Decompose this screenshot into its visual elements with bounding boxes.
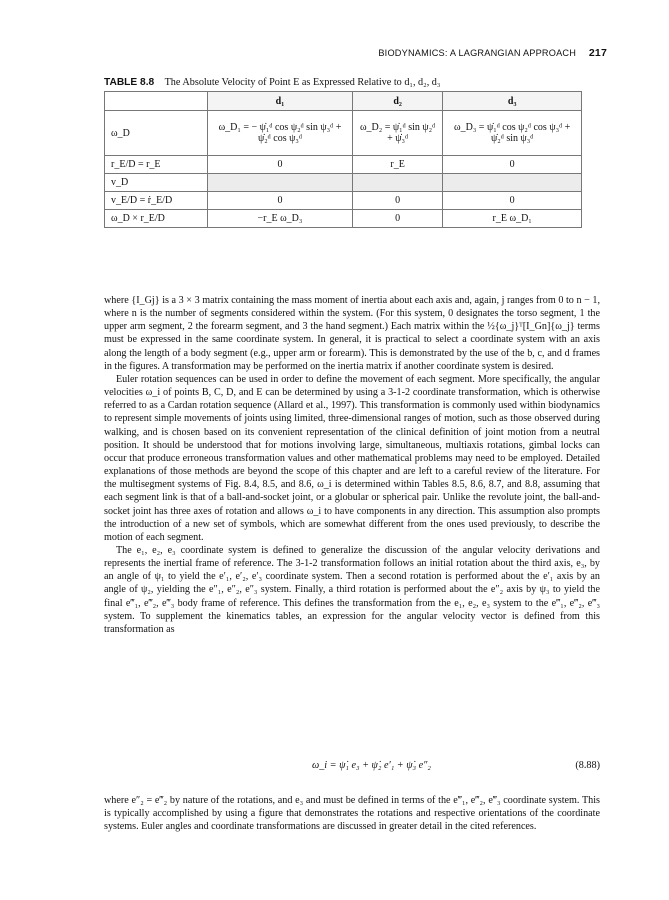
table-row xyxy=(105,111,582,156)
table-cell: −r_E ω_D₃ xyxy=(208,210,353,228)
table-cell: r_E ω_D₁ xyxy=(443,210,582,228)
column-header-d2: d₂ xyxy=(352,92,442,111)
equation-number: (8.88) xyxy=(575,760,600,771)
equation-block xyxy=(104,760,600,776)
table-cell: ω_D₃ = ψ̇₁ᵈ cos ψ₂ᵈ cos ψ₃ᵈ + ψ̇₂ᵈ sin ψ₃ᵈ xyxy=(443,111,582,156)
body-text-continued xyxy=(104,794,600,833)
page-number: 217 xyxy=(588,47,607,59)
table-cell: 0 xyxy=(443,156,582,174)
running-head xyxy=(378,47,607,59)
table-cell: ω_D₂ = ψ̇₁ᵈ sin ψ₂ᵈ + ψ̇₃ᵈ xyxy=(352,111,442,156)
row-label: ω_D xyxy=(105,111,208,156)
velocity-table xyxy=(104,91,582,228)
column-header-d1: d₁ xyxy=(208,92,353,111)
table-cell: ω_D₁ = − ψ̇₁ᵈ cos ψ₂ᵈ sin ψ₃ᵈ + ψ̇₂ᵈ cos ψ₃ᵈ xyxy=(208,111,353,156)
paragraph: The e₁, e₂, e₃ coordinate system is defined to generalize the discussion of the angular velocity derivations and represents the inertial frame of reference. The 3-1-2 transformation follows an initial rotation about the third axis, e₃, by an angle of ψ₁ to yield the e′₁, e′₂, e′₃ coordinate system. Then a second rotation is performed about the e′₁ axis by an angle of ψ₂, yielding the e″₁, e″₂, e″₃ system. Finally, a third rotation is performed about the e″₂ axis by ψ₃ to yield the final e‴₁, e‴₂, e‴₃ body frame of reference. This defines the transformation from the e₁, e₂, e₃ system to the e‴₁, e‴₂, e‴₃ system. To supplement the kinematics tables, an expression for the angular velocity vector is defined from this transformation as xyxy=(104,544,600,635)
table-cell: 0 xyxy=(208,156,353,174)
table-cell xyxy=(208,174,353,192)
table-label: TABLE 8.8 xyxy=(104,77,155,88)
table-caption-text: The Absolute Velocity of Point E as Expressed Relative to d₁, d₂, d₃ xyxy=(164,77,441,88)
column-header-d3: d₃ xyxy=(443,92,582,111)
body-text xyxy=(104,294,600,636)
equation: ω_i = ψ̇₁ e₃ + ψ̇₂ e′₁ + ψ̇₃ e″₂ xyxy=(312,760,431,771)
table-cell: 0 xyxy=(208,192,353,210)
table-cell: r_E xyxy=(352,156,442,174)
row-label: ω_D × r_E/D xyxy=(105,210,208,228)
row-label: r_E/D = r_E xyxy=(105,156,208,174)
table-row xyxy=(105,210,582,228)
table-header-row xyxy=(105,92,582,111)
paragraph: where e″₂ = e‴₂ by nature of the rotations, and e₃ and must be defined in terms of the e‴₁, e‴₂, e‴₃ coordinate system. This is typically accomplished by using a figure that demonstrates the rotations and respective orientations of the coordinate systems. Euler angles and coordinate transformations are discussed in greater detail in the cited references. xyxy=(104,795,600,833)
row-label: v_D xyxy=(105,174,208,192)
table-row xyxy=(105,174,582,192)
table-cell: 0 xyxy=(352,192,442,210)
table-corner-cell xyxy=(105,92,208,111)
paragraph: Euler rotation sequences can be used in order to define the movement of each segment. More specifically, the angular velocities ω_i of points B, C, D, and E can be determined by using a 3-1-2 coordinate transformation, which is otherwise referred to as a Cardan rotation sequence (Allard et al., 1997). This transformation is commonly used within biodynamics to represent simple movements of joints using limited, three-dimensional ranges of motion, such as those observed during walking, and is chosen based on its convenient representation of the clinical definition of joint motion from a neutral position. It should be understood that for motions involving large, simultaneous, multiaxis rotations, gimbal locks can occur that produce erroneous transformation values and other mathematical problems may need to be employed. Detailed explanations of those methods are beyond the scope of this chapter and are left to a careful review of the literature. For the multisegment systems of Fig. 8.4, 8.5, and 8.6, ω_i is determined within Tables 8.5, 8.6, 8.7, and 8.8, assuming that each segment link is that of a ball-and-socket joint, or a globular or spherical pair. Unlike the revolute joint, the ball-and-socket joint has three axes of rotation and allows ω_i to have components in any direction. This assumption also prompts the introduction of a new set of symbols, which are somewhat different from the ones used previously, to describe the motion of each segment. xyxy=(104,373,600,543)
table-cell xyxy=(352,174,442,192)
running-title: BIODYNAMICS: A LAGRANGIAN APPROACH xyxy=(378,48,577,58)
row-label: v_E/D = ṙ_E/D xyxy=(105,192,208,210)
paragraph: where {I_Gj} is a 3 × 3 matrix containing the mass moment of inertia about each axis and, again, j ranges from 0 to n − 1, where n is the number of segments considered within the system. (For this system, 0 designates the torso segment, 1 the upper arm segment, 2 the forearm segment, and 3 the hand segment.) Each matrix within the ½{ω_j}ᵀ[I_Gn]{ω_j} terms must be expressed in the same coordinate system. In general, it is practical to select a coordinate system with an axis along the length of a body segment (e.g., upper arm or forearm). This is demonstrated by the use of the b, c, and d frames in the figures. A transformation may be performed on the inertia matrix if another coordinate system is desired. xyxy=(104,295,600,372)
table-cell: 0 xyxy=(443,192,582,210)
table-caption xyxy=(104,77,440,88)
table-cell: 0 xyxy=(352,210,442,228)
table-cell xyxy=(443,174,582,192)
table-row xyxy=(105,192,582,210)
table-row xyxy=(105,156,582,174)
